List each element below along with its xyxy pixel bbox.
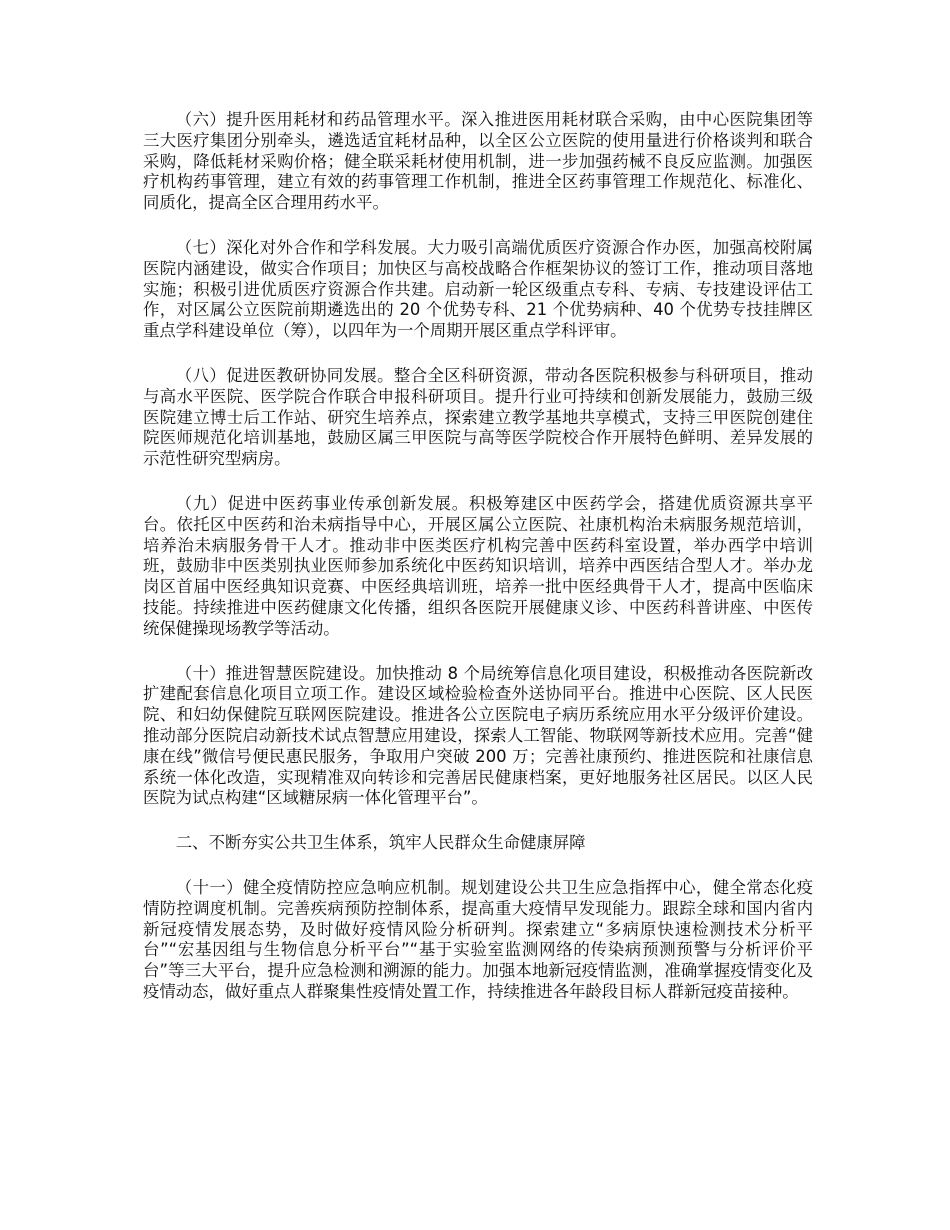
paragraph-six: （六）提升医用耗材和药品管理水平。深入推进医用耗材联合采购，由中心医院集团等三大医疗集团分别牵头，遴选适宜耗材品种，以全区公立医院的使用量进行价格谈判和联合采购，降低耗材采购价格；健全联采耗材使用机制，进一步加强药械不良反应监测。加强医疗机构药事管理，建立有效的药事管理工作机制，推进全区药事管理工作规范化、标准化、同质化，提高全区合理用药水平。 (143, 110, 813, 213)
document-body (143, 110, 813, 1027)
paragraph-nine: （九）促进中医药事业传承创新发展。积极筹建区中医药学会，搭建优质资源共享平台。依托区中医药和治未病指导中心，开展区属公立医院、社康机构治未病服务规范培训，培养治未病服务骨干人才。推动非中医类医疗机构完善中医药科室设置，举办西学中培训班，鼓励非中医类别执业医师参加系统化中医药知识培训，培养中西医结合型人才。举办龙岗区首届中医经典知识竞赛、中医经典培训班，培养一批中医经典骨干人才，提高中医临床技能。持续推进中医药健康文化传播，组织各医院开展健康义诊、中医药科普讲座、中医传统保健操现场教学等活动。 (143, 493, 813, 638)
section-heading: 二、不断夯实公共卫生体系，筑牢人民群众生命健康屏障 (175, 833, 586, 853)
paragraph-eight: （八）促进医教研协同发展。整合全区科研资源，带动各医院积极参与科研项目，推动与高水平医院、医学院合作联合申报科研项目。提升行业可持续和创新发展能力，鼓励三级医院建立博士后工作站、研究生培养点，探索建立教学基地共享模式，支持三甲医院创建住院医师规范化培训基地，鼓励区属三甲医院与高等医学院校合作开展特色鲜明、差异发展的示范性研究型病房。 (143, 365, 813, 469)
paragraph-ten: （十）推进智慧医院建设。加快推动 8 个局统筹信息化项目建设，积极推动各医院新改扩建配套信息化项目立项工作。建设区域检验检查外送协同平台。推进中心医院、区人民医院、和妇幼保健院互联网医院建设。推进各公立医院电子病历系统应用水平分级评价建设。推动部分医院启动新技术试点智慧应用建设，探索人工智能、物联网等新技术应用。完善“健康在线”微信号便民惠民服务，争取用户突破 200 万；完善社康预约、推进医院和社康信息系统一体化改造，实现精准双向转诊和完善居民健康档案，更好地服务社区居民。以区人民医院为试点构建“区域糖尿病一体化管理平台”。 (143, 663, 813, 808)
paragraph-eleven: （十一）健全疫情防控应急响应机制。规划建设公共卫生应急指挥中心，健全常态化疫情防控调度机制。完善疾病预防控制体系，提高重大疫情早发现能力。跟踪全球和国内省内新冠疫情发展态势，及时做好疫情风险分析研判。探索建立“多病原快速检测技术分析平台”“宏基因组与生物信息分析平台”“基于实验室监测网络的传染病预测预警与分析评价平台”等三大平台，提升应急检测和溯源的能力。加强本地新冠疫情监测，准确掌握疫情变化及疫情动态，做好重点人群聚集性疫情处置工作，持续推进各年龄段目标人群新冠疫苗接种。 (143, 877, 813, 1001)
paragraph-seven: （七）深化对外合作和学科发展。大力吸引高端优质医疗资源合作办医，加强高校附属医院内涵建设，做实合作项目；加快区与高校战略合作框架协议的签订工作，推动项目落地实施；积极引进优质医疗资源合作共建。启动新一轮区级重点专科、专病、专技建设评估工作，对区属公立医院前期遴选出的 20 个优势专科、21 个优势病种、40 个优势专技挂牌区重点学科建设单位（筹），以四年为一个周期开展区重点学科评审。 (143, 237, 813, 341)
